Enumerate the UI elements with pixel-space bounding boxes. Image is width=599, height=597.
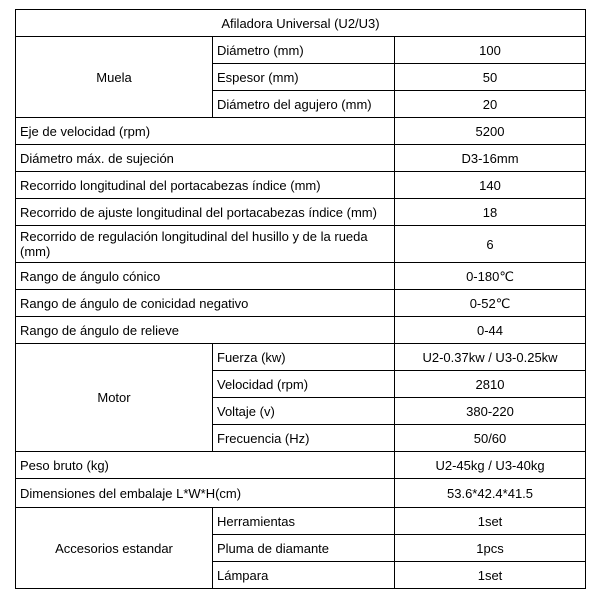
value-cell: 100 xyxy=(395,37,586,64)
spec-value: D3-16mm xyxy=(395,145,586,172)
table-row xyxy=(16,226,586,263)
table-row xyxy=(16,37,586,64)
table-row xyxy=(16,508,586,535)
spec-label: Recorrido de regulación longitudinal del husillo y de la rueda (mm) xyxy=(16,226,395,263)
spec-value: 140 xyxy=(395,172,586,199)
value-cell: 1set xyxy=(395,562,586,589)
sub-label: Diámetro (mm) xyxy=(213,37,395,64)
spec-label: Rango de ángulo de relieve xyxy=(16,317,395,344)
spec-label: Rango de ángulo cónico xyxy=(16,263,395,290)
spec-value: 0-52℃ xyxy=(395,290,586,317)
spec-value: 6 xyxy=(395,226,586,263)
value-cell: 20 xyxy=(395,91,586,118)
value-cell: 50 xyxy=(395,64,586,91)
sub-label: Pluma de diamante xyxy=(213,535,395,562)
spec-value: 5200 xyxy=(395,118,586,145)
spec-value: U2-45kg / U3-40kg xyxy=(395,452,586,479)
spec-label: Diámetro máx. de sujeción xyxy=(16,145,395,172)
group-label-motor: Motor xyxy=(16,344,213,452)
spec-value: 0-44 xyxy=(395,317,586,344)
spec-label: Recorrido longitudinal del portacabezas índice (mm) xyxy=(16,172,395,199)
spec-label: Peso bruto (kg) xyxy=(16,452,395,479)
sub-label: Lámpara xyxy=(213,562,395,589)
sub-label: Velocidad (rpm) xyxy=(213,371,395,398)
spec-label: Recorrido de ajuste longitudinal del portacabezas índice (mm) xyxy=(16,199,395,226)
table-row xyxy=(16,317,586,344)
table-row xyxy=(16,479,586,508)
sub-label: Diámetro del agujero (mm) xyxy=(213,91,395,118)
value-cell: U2-0.37kw / U3-0.25kw xyxy=(395,344,586,371)
sub-label: Fuerza (kw) xyxy=(213,344,395,371)
value-cell: 50/60 xyxy=(395,425,586,452)
value-cell: 1set xyxy=(395,508,586,535)
sub-label: Espesor (mm) xyxy=(213,64,395,91)
spec-value: 18 xyxy=(395,199,586,226)
spec-value: 53.6*42.4*41.5 xyxy=(395,479,586,508)
table-row xyxy=(16,172,586,199)
spec-label: Eje de velocidad (rpm) xyxy=(16,118,395,145)
spec-table xyxy=(15,9,586,589)
table-row xyxy=(16,263,586,290)
table-row xyxy=(16,290,586,317)
sub-label: Herramientas xyxy=(213,508,395,535)
sub-label: Frecuencia (Hz) xyxy=(213,425,395,452)
group-label-muela: Muela xyxy=(16,37,213,118)
spec-label: Rango de ángulo de conicidad negativo xyxy=(16,290,395,317)
value-cell: 1pcs xyxy=(395,535,586,562)
value-cell: 2810 xyxy=(395,371,586,398)
table-row xyxy=(16,199,586,226)
table-row xyxy=(16,344,586,371)
table-row xyxy=(16,118,586,145)
group-label-accesorios: Accesorios estandar xyxy=(16,508,213,589)
value-cell: 380-220 xyxy=(395,398,586,425)
table-row xyxy=(16,145,586,172)
title-row xyxy=(16,10,586,37)
table-title: Afiladora Universal (U2/U3) xyxy=(16,10,586,37)
table-row xyxy=(16,452,586,479)
spec-value: 0-180℃ xyxy=(395,263,586,290)
sub-label: Voltaje (v) xyxy=(213,398,395,425)
spec-label: Dimensiones del embalaje L*W*H(cm) xyxy=(16,479,395,508)
